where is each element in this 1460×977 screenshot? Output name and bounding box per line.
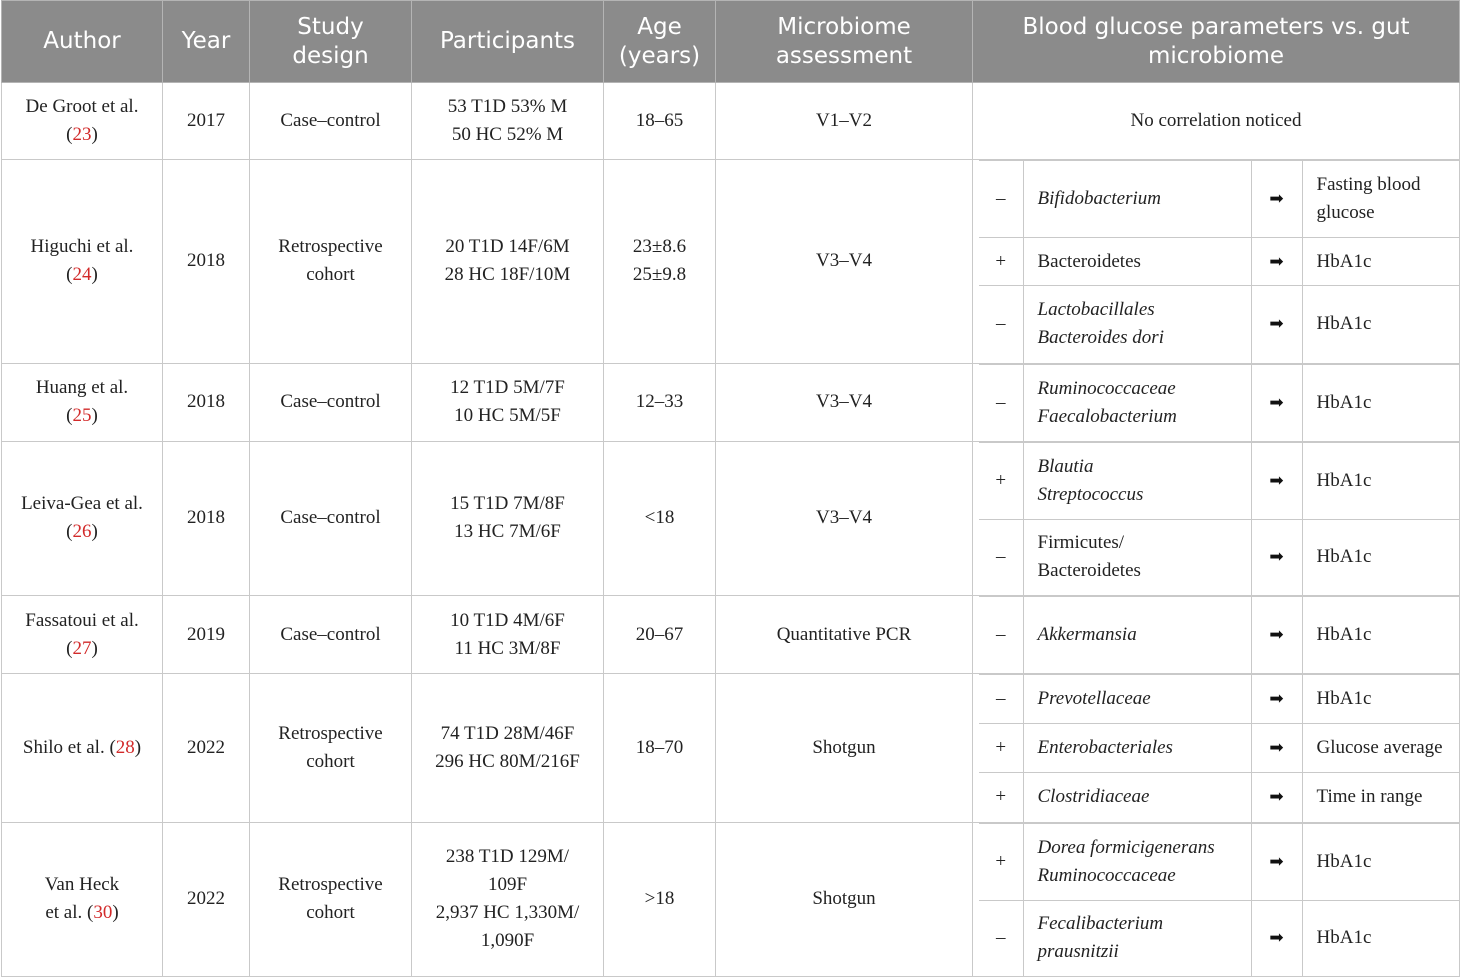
participants-cell: [412, 160, 604, 364]
cell-line: Bacteroidetes: [1037, 250, 1141, 272]
correlation-row: [979, 238, 1460, 286]
glucose-parameter-cell: [1302, 442, 1460, 519]
reference-open: (: [87, 902, 94, 924]
arrow-right-icon: ➡: [1269, 851, 1284, 872]
arrow-right-icon: ➡: [1269, 928, 1284, 949]
correlation-cell: [973, 596, 1460, 674]
cell-line: Fasting blood: [1316, 174, 1421, 195]
correlation-row: [979, 597, 1460, 674]
header-blood-glucose: Blood glucose parameters vs. gut microbiome: [973, 1, 1460, 83]
arrow-right-icon: ➡: [1269, 314, 1284, 335]
reference-open: (: [66, 264, 73, 286]
age-cell: [604, 363, 716, 441]
negative-sign: –: [979, 675, 1023, 724]
microbiome-assessment-cell: V3–V4: [716, 441, 973, 596]
cell-line: 296 HC 80M/216F: [435, 750, 580, 772]
reference-close: ): [91, 124, 98, 145]
arrow-cell: [1251, 364, 1302, 441]
glucose-parameter-cell: [1302, 364, 1460, 441]
correlation-cell: [973, 674, 1460, 823]
glucose-parameter-cell: [1302, 724, 1460, 773]
arrow-right-icon: ➡: [1269, 689, 1284, 709]
author-text: Leiva-Gea et al.: [21, 493, 143, 515]
glucose-parameter-cell: [1302, 823, 1460, 900]
cell-line: Case–control: [280, 507, 381, 529]
taxa-cell: [1023, 823, 1251, 900]
age-cell: [604, 83, 716, 160]
header-row: [2, 1, 1460, 83]
cell-line: Akkermansia: [1037, 624, 1137, 645]
age-cell: [604, 822, 716, 977]
correlation-cell: [973, 822, 1460, 977]
microbiome-assessment-cell: V3–V4: [716, 363, 973, 441]
reference-close: ): [91, 405, 98, 426]
arrow-right-icon: ➡: [1269, 470, 1284, 491]
correlation-subtable: [979, 674, 1460, 822]
year-cell: 2018: [163, 363, 250, 441]
reference-close: ): [91, 521, 98, 543]
age-cell: [604, 160, 716, 364]
arrow-right-icon: ➡: [1269, 251, 1284, 272]
cell-line: 11 HC 3M/8F: [454, 637, 561, 659]
glucose-parameter-cell: [1302, 238, 1460, 286]
cell-line: 10 T1D 4M/6F: [450, 609, 565, 631]
cell-line: Glucose average: [1316, 737, 1443, 758]
cell-line: cohort: [306, 750, 355, 772]
taxa-cell: [1023, 364, 1251, 441]
cell-line: 109F: [487, 874, 528, 896]
age-cell: [604, 441, 716, 596]
author-cell: [2, 363, 163, 441]
cell-line: HbA1c: [1316, 391, 1372, 413]
year-cell: 2022: [163, 822, 250, 977]
year-cell: 2018: [163, 160, 250, 364]
year-cell: 2018: [163, 441, 250, 596]
cell-line: HbA1c: [1316, 850, 1372, 872]
author-text: Higuchi et al.: [30, 236, 134, 258]
reference-close: ): [112, 902, 119, 924]
author-text: De Groot et al.: [25, 96, 139, 117]
cell-line: Case–control: [280, 391, 381, 412]
glucose-parameter-cell: [1302, 286, 1460, 363]
author-text: Fassatoui et al.: [25, 609, 139, 631]
cell-line: Case–control: [280, 110, 381, 131]
taxa-cell: [1023, 675, 1251, 724]
correlation-row: [979, 286, 1460, 363]
arrow-cell: [1251, 442, 1302, 519]
cell-line: HbA1c: [1316, 469, 1372, 491]
taxa-cell: [1023, 724, 1251, 773]
cell-line: Retrospective: [278, 236, 383, 258]
cell-line: 1,090F: [480, 930, 535, 952]
cell-line: Faecalobacterium: [1037, 405, 1177, 427]
correlation-row: [979, 823, 1460, 900]
cell-line: 28 HC 18F/10M: [444, 264, 571, 286]
cell-line: Enterobacteriales: [1037, 737, 1173, 758]
arrow-cell: [1251, 823, 1302, 900]
correlation-subtable: [979, 160, 1460, 363]
arrow-cell: [1251, 900, 1302, 976]
cell-line: HbA1c: [1316, 250, 1372, 272]
arrow-right-icon: ➡: [1269, 787, 1284, 808]
cell-line: 12 T1D 5M/7F: [450, 377, 565, 398]
study-design-cell: [250, 363, 412, 441]
reference-number[interactable]: 26: [72, 521, 92, 543]
taxa-cell: [1023, 900, 1251, 976]
age-cell: [604, 674, 716, 823]
reference-number[interactable]: 23: [72, 124, 92, 145]
cell-line: Prevotellaceae: [1037, 688, 1151, 709]
negative-sign: –: [979, 519, 1023, 595]
reference: [8, 121, 156, 149]
cell-line: Ruminococcaceae: [1037, 377, 1176, 399]
reference-close: ): [91, 637, 98, 659]
reference: [87, 902, 119, 923]
cell-line: Retrospective: [278, 722, 383, 744]
cell-line: 18–65: [635, 110, 684, 131]
reference-number[interactable]: 25: [72, 405, 92, 426]
cell-line: <18: [644, 507, 675, 529]
glucose-parameter-cell: [1302, 519, 1460, 595]
cell-line: glucose: [1316, 202, 1375, 223]
header-year: Year: [163, 1, 250, 83]
glucose-parameter-cell: [1302, 161, 1460, 238]
taxa-cell: [1023, 597, 1251, 674]
author-cell: [2, 674, 163, 823]
reference-close: ): [134, 736, 142, 758]
microbiome-assessment-cell: V3–V4: [716, 160, 973, 364]
reference-number[interactable]: 28: [115, 736, 135, 758]
author-cell: [2, 441, 163, 596]
cell-line: Bacteroidetes: [1037, 560, 1141, 582]
correlation-row: [979, 724, 1460, 773]
studies-table: [1, 0, 1460, 977]
positive-sign: +: [979, 238, 1023, 286]
year-cell: 2017: [163, 83, 250, 160]
positive-sign: +: [979, 823, 1023, 900]
positive-sign: +: [979, 442, 1023, 519]
participants-cell: [412, 674, 604, 823]
author-cell: [2, 83, 163, 160]
cell-line: Clostridiaceae: [1037, 786, 1150, 808]
study-design-cell: [250, 596, 412, 674]
negative-sign: –: [979, 900, 1023, 976]
year-cell: 2019: [163, 596, 250, 674]
cell-line: 50 HC 52% M: [451, 124, 564, 145]
cell-line: cohort: [306, 264, 355, 286]
cell-line: HbA1c: [1316, 313, 1372, 335]
reference: [109, 737, 141, 758]
correlation-subtable: [979, 823, 1460, 977]
cell-line: Dorea formicigenerans: [1037, 836, 1215, 858]
correlation-cell: [973, 441, 1460, 596]
cell-line: Time in range: [1316, 786, 1423, 808]
participants-cell: [412, 363, 604, 441]
age-cell: [604, 596, 716, 674]
author-text: et al.: [45, 902, 88, 924]
arrow-cell: [1251, 675, 1302, 724]
cell-line: Lactobacillales: [1037, 299, 1155, 321]
reference-number[interactable]: 30: [93, 902, 113, 924]
taxa-cell: [1023, 286, 1251, 363]
reference-open: (: [66, 124, 73, 145]
cell-line: 25±9.8: [632, 264, 687, 286]
taxa-cell: [1023, 773, 1251, 822]
table-row: [2, 674, 1460, 823]
reference-open: (: [66, 405, 73, 426]
cell-line: Firmicutes/: [1037, 532, 1125, 554]
arrow-cell: [1251, 724, 1302, 773]
reference-open: (: [109, 736, 116, 758]
header-study-design: Study design: [250, 1, 412, 83]
microbiome-assessment-cell: Shotgun: [716, 674, 973, 823]
arrow-cell: [1251, 286, 1302, 363]
glucose-parameter-cell: [1302, 773, 1460, 822]
negative-sign: –: [979, 286, 1023, 363]
cell-line: Ruminococcaceae: [1037, 864, 1176, 886]
glucose-parameter-cell: [1302, 675, 1460, 724]
microbiome-assessment-cell: Shotgun: [716, 822, 973, 977]
cell-line: HbA1c: [1316, 624, 1372, 645]
table-row: [2, 160, 1460, 364]
correlation-row: [979, 675, 1460, 724]
glucose-parameter-cell: [1302, 597, 1460, 674]
cell-line: >18: [644, 888, 675, 910]
table-row: [2, 441, 1460, 596]
arrow-right-icon: ➡: [1269, 547, 1284, 568]
arrow-right-icon: ➡: [1269, 392, 1284, 413]
cell-line: 18–70: [635, 736, 684, 758]
correlation-row: [979, 900, 1460, 976]
cell-line: Blautia: [1037, 455, 1094, 477]
correlation-subtable: [979, 442, 1460, 596]
cell-line: HbA1c: [1316, 927, 1372, 949]
cell-line: 74 T1D 28M/46F: [440, 722, 575, 744]
cell-line: Bifidobacterium: [1037, 188, 1161, 209]
positive-sign: +: [979, 724, 1023, 773]
reference-number[interactable]: 27: [72, 637, 92, 659]
taxa-cell: [1023, 161, 1251, 238]
participants-cell: [412, 83, 604, 160]
cell-line: 13 HC 7M/6F: [454, 521, 561, 543]
study-design-cell: [250, 83, 412, 160]
table-row: [2, 596, 1460, 674]
cell-line: Case–control: [280, 623, 381, 645]
reference: [8, 402, 156, 430]
cell-line: HbA1c: [1316, 688, 1372, 709]
cell-line: prausnitzii: [1037, 941, 1119, 963]
correlation-row: [979, 519, 1460, 595]
correlation-row: [979, 442, 1460, 519]
cell-line: 12–33: [635, 391, 684, 412]
cell-line: 238 T1D 129M/: [445, 846, 570, 868]
reference: [8, 518, 156, 546]
cell-line: 20–67: [635, 623, 684, 645]
cell-line: 2,937 HC 1,330M/: [435, 902, 580, 924]
correlation-row: [979, 773, 1460, 822]
correlation-row: [979, 161, 1460, 238]
reference-close: ): [91, 264, 98, 286]
arrow-cell: [1251, 161, 1302, 238]
table-row: [2, 83, 1460, 160]
participants-cell: [412, 441, 604, 596]
author-cell: [2, 160, 163, 364]
negative-sign: –: [979, 597, 1023, 674]
header-age: Age (years): [604, 1, 716, 83]
microbiome-assessment-cell: V1–V2: [716, 83, 973, 160]
author-cell: [2, 596, 163, 674]
study-design-cell: [250, 822, 412, 977]
participants-cell: [412, 596, 604, 674]
arrow-cell: [1251, 597, 1302, 674]
cell-line: Bacteroides dori: [1037, 327, 1164, 349]
correlation-row: [979, 364, 1460, 441]
correlation-cell: [973, 363, 1460, 441]
arrow-cell: [1251, 519, 1302, 595]
year-cell: 2022: [163, 674, 250, 823]
taxa-cell: [1023, 442, 1251, 519]
reference-open: (: [66, 637, 73, 659]
taxa-cell: [1023, 519, 1251, 595]
author-text: Van Heck: [44, 874, 120, 896]
cell-line: cohort: [306, 902, 355, 924]
arrow-cell: [1251, 238, 1302, 286]
study-design-cell: [250, 674, 412, 823]
cell-line: 15 T1D 7M/8F: [450, 493, 565, 515]
author-text: Shilo et al.: [22, 736, 110, 758]
arrow-right-icon: ➡: [1269, 738, 1284, 758]
correlation-subtable: [979, 364, 1460, 441]
cell-line: 20 T1D 14F/6M: [445, 236, 570, 258]
cell-line: 10 HC 5M/5F: [454, 405, 561, 426]
reference: [8, 261, 156, 289]
cell-line: HbA1c: [1316, 546, 1372, 568]
cell-line: Fecalibacterium: [1037, 913, 1164, 935]
correlation-cell: [973, 160, 1460, 364]
correlation-note: No correlation noticed: [973, 83, 1460, 160]
header-participants: Participants: [412, 1, 604, 83]
taxa-cell: [1023, 238, 1251, 286]
cell-line: 23±8.6: [632, 236, 687, 258]
cell-line: 53 T1D 53% M: [447, 96, 568, 117]
author-cell: [2, 822, 163, 977]
arrow-right-icon: ➡: [1269, 625, 1284, 645]
table-row: [2, 822, 1460, 977]
study-design-cell: [250, 441, 412, 596]
header-microbiome-assessment: Microbiome assessment: [716, 1, 973, 83]
reference-number[interactable]: 24: [72, 264, 92, 286]
study-design-cell: [250, 160, 412, 364]
positive-sign: +: [979, 773, 1023, 822]
arrow-cell: [1251, 773, 1302, 822]
table-row: [2, 363, 1460, 441]
reference: [8, 635, 156, 663]
header-author: Author: [2, 1, 163, 83]
author-text: Huang et al.: [35, 377, 129, 398]
cell-line: Streptococcus: [1037, 483, 1144, 505]
correlation-subtable: [979, 596, 1460, 673]
cell-line: Retrospective: [278, 874, 383, 896]
arrow-right-icon: ➡: [1269, 189, 1284, 209]
negative-sign: –: [979, 364, 1023, 441]
negative-sign: –: [979, 161, 1023, 238]
reference-open: (: [66, 521, 73, 543]
microbiome-assessment-cell: Quantitative PCR: [716, 596, 973, 674]
participants-cell: [412, 822, 604, 977]
glucose-parameter-cell: [1302, 900, 1460, 976]
